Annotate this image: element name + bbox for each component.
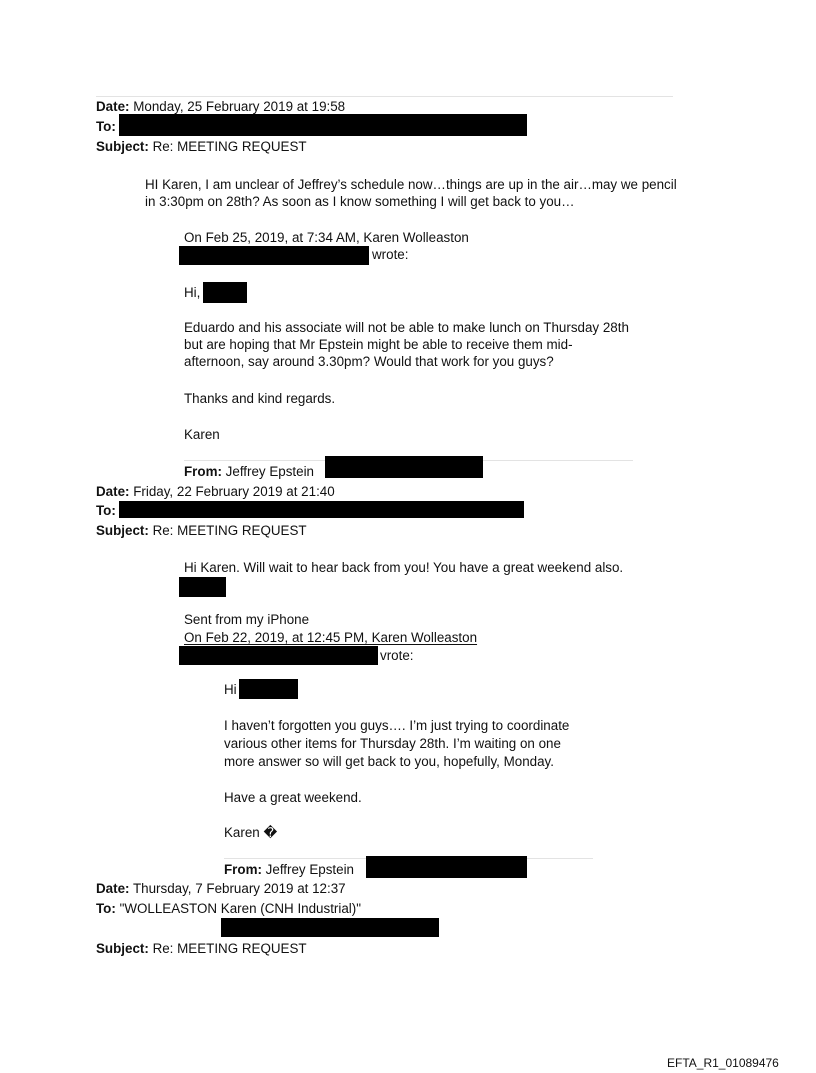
subject-line: [96, 523, 307, 539]
sent-from: Sent from my iPhone: [184, 612, 310, 627]
greeting: Hi: [224, 682, 237, 697]
to-value: "WOLLEASTON Karen (CNH Industrial)": [119, 901, 361, 916]
subject-label: Subject:: [96, 523, 149, 538]
to-label: To:: [96, 503, 116, 518]
date-label: Date:: [96, 99, 130, 114]
body-line: Eduardo and his associate will not be able to make lunch on Thursday 28th: [184, 320, 629, 335]
from-line: [224, 862, 354, 878]
date-line: [96, 99, 345, 115]
body-line: in 3:30pm on 28th? As soon as I know something I will get back to you…: [145, 194, 575, 209]
subject-line: [96, 941, 307, 957]
quote-header: On Feb 25, 2019, at 7:34 AM, Karen Wolleaston: [184, 230, 469, 245]
date-line: [96, 484, 335, 500]
date-line: [96, 881, 346, 897]
greeting: Hi,: [184, 285, 201, 300]
from-line: [184, 464, 314, 480]
subject-value: Re: MEETING REQUEST: [152, 941, 307, 956]
body-line: I haven’t forgotten you guys…. I’m just trying to coordinate: [224, 718, 570, 733]
body-line: various other items for Thursday 28th. I’m waiting on one: [224, 736, 561, 751]
subject-label: Subject:: [96, 139, 149, 154]
date-value: Friday, 22 February 2019 at 21:40: [133, 484, 335, 499]
redaction-box: [119, 501, 524, 518]
date-label: Date:: [96, 881, 130, 896]
subject-label: Subject:: [96, 941, 149, 956]
subject-value: Re: MEETING REQUEST: [152, 523, 307, 538]
signoff: Karen �: [224, 825, 278, 840]
body-line: HI Karen, I am unclear of Jeffrey’s schedule now…things are up in the air…may we pencil: [145, 177, 677, 192]
redaction-box: [221, 918, 439, 937]
body-line: afternoon, say around 3.30pm? Would that work for you guys?: [184, 354, 554, 369]
from-label: From:: [184, 464, 222, 479]
date-label: Date:: [96, 484, 130, 499]
redaction-box: [366, 856, 527, 878]
redaction-box: [119, 114, 527, 136]
from-value: Jeffrey Epstein: [225, 464, 314, 479]
redaction-box: [179, 646, 378, 665]
to-label: To:: [96, 901, 116, 916]
redaction-box: [179, 246, 369, 265]
quote-header-wrote: vrote:: [380, 648, 414, 663]
subject-line: [96, 139, 307, 155]
body-line: Hi Karen. Will wait to hear back from you! You have a great weekend also.: [184, 560, 624, 575]
to-line: [96, 901, 361, 917]
body-line: more answer so will get back to you, hopefully, Monday.: [224, 754, 554, 769]
date-value: Monday, 25 February 2019 at 19:58: [133, 99, 346, 114]
date-value: Thursday, 7 February 2019 at 12:37: [132, 881, 346, 896]
redaction-box: [239, 679, 298, 699]
from-value: Jeffrey Epstein: [265, 862, 354, 877]
body-line: but are hoping that Mr Epstein might be able to receive them mid-: [184, 337, 573, 352]
header-divider: [96, 96, 673, 97]
signoff: Karen: [184, 427, 220, 442]
document-id: EFTA_R1_01089476: [667, 1056, 779, 1070]
redaction-box: [203, 282, 247, 303]
redaction-box: [179, 577, 226, 597]
thanks-line: Thanks and kind regards.: [184, 391, 336, 406]
from-label: From:: [224, 862, 262, 877]
to-label: To:: [96, 119, 116, 134]
redaction-box: [325, 456, 483, 478]
subject-value: Re: MEETING REQUEST: [152, 139, 307, 154]
quote-header: On Feb 22, 2019, at 12:45 PM, Karen Wolleaston: [184, 630, 478, 645]
closing-line: Have a great weekend.: [224, 790, 362, 805]
quote-header-wrote: wrote:: [372, 247, 409, 262]
